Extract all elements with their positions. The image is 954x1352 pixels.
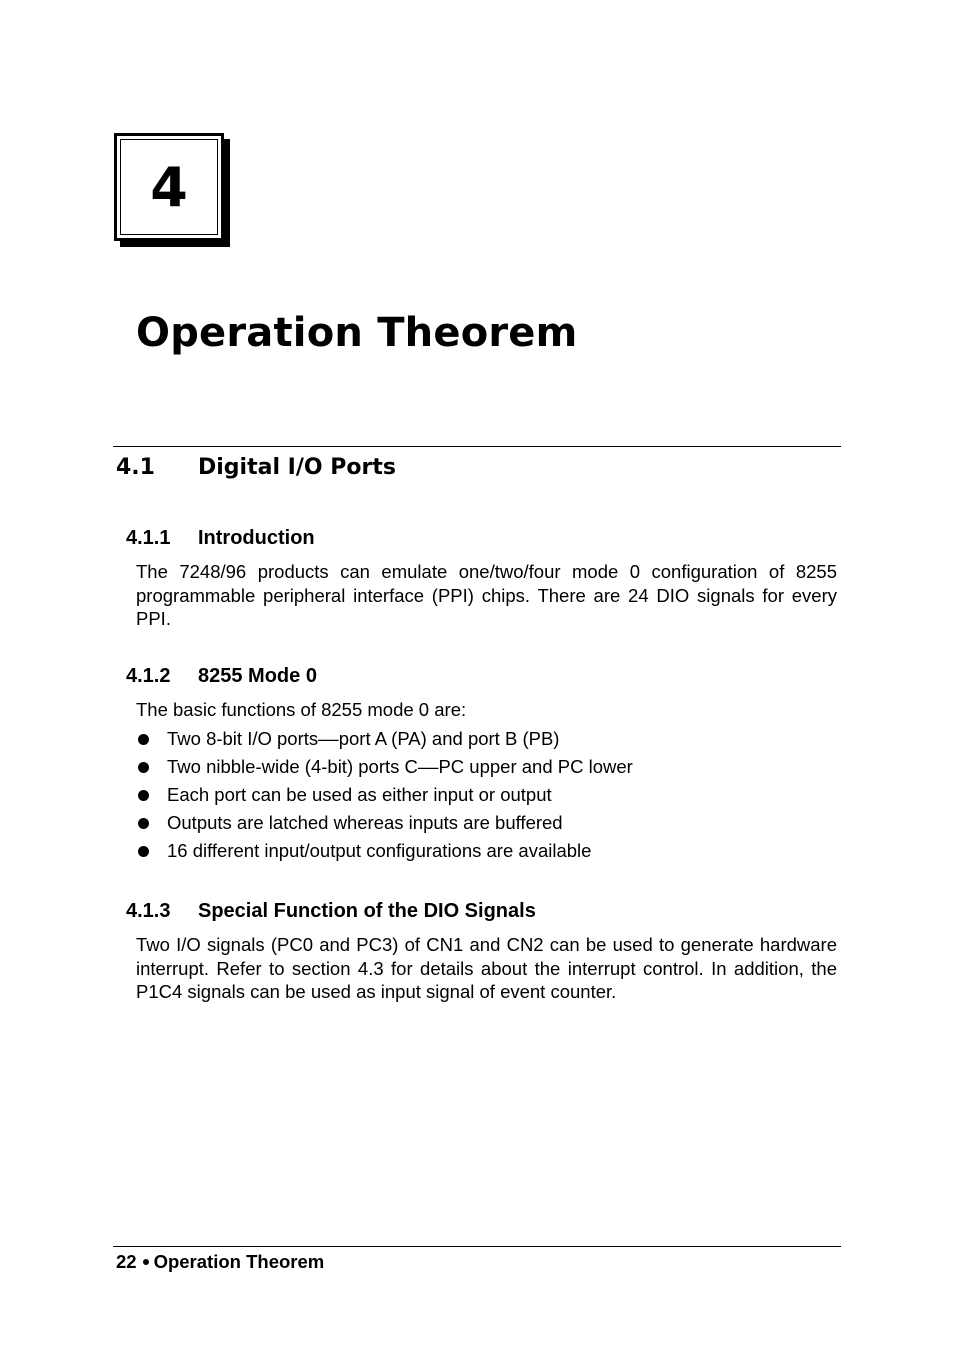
bullet-icon <box>138 762 149 773</box>
mode0-paragraph: The basic functions of 8255 mode 0 are: <box>136 699 467 720</box>
subsection-title: Special Function of the DIO Signals <box>198 900 536 922</box>
bullet-icon <box>138 734 149 745</box>
subsection-number: 4.1.2 <box>126 665 171 687</box>
section-divider <box>113 446 841 447</box>
chapter-number-box <box>114 133 224 241</box>
subsection-heading-mode0 <box>126 665 317 688</box>
section-heading <box>116 455 396 480</box>
bullet-icon <box>138 790 149 801</box>
list-item: Two 8-bit I/O ports––port A (PA) and port B (PB) <box>136 728 837 750</box>
page-footer <box>116 1251 324 1273</box>
special-function-paragraph: Two I/O signals (PC0 and PC3) of CN1 and CN2 can be used to generate hardware interrupt. Refer to section 4.3 for details about the interrupt control. In addition, the P1C4 signals can be used as input signal of event counter. <box>136 934 837 1002</box>
section-number: 4.1 <box>116 455 155 480</box>
subsection-number: 4.1.3 <box>126 900 171 922</box>
page-number: 22 <box>116 1251 137 1272</box>
list-item: Two nibble-wide (4-bit) ports C––PC upper and PC lower <box>136 756 837 778</box>
subsection-title: Introduction <box>198 527 315 549</box>
chapter-number: 4 <box>120 139 218 235</box>
subsection-heading-introduction <box>126 527 315 550</box>
bullet-icon <box>138 818 149 829</box>
subsection-number: 4.1.1 <box>126 527 171 549</box>
subsection-title: 8255 Mode 0 <box>198 665 317 687</box>
bullet-separator-icon <box>143 1259 149 1265</box>
footer-divider <box>113 1246 841 1247</box>
footer-title: Operation Theorem <box>153 1251 325 1272</box>
list-item: Outputs are latched whereas inputs are buffered <box>136 812 837 834</box>
introduction-paragraph: The 7248/96 products can emulate one/two/four mode 0 configuration of 8255 programmable peripheral interface (PPI) chips. There are 24 DIO signals for every PPI. <box>136 561 837 629</box>
mode0-function-list <box>136 728 837 862</box>
list-item: Each port can be used as either input or output <box>136 784 837 806</box>
list-item: 16 different input/output configurations are available <box>136 840 837 862</box>
bullet-icon <box>138 846 149 857</box>
subsection-heading-special-function <box>126 900 536 923</box>
chapter-title: Operation Theorem <box>136 310 578 356</box>
section-title: Digital I/O Ports <box>198 455 396 480</box>
